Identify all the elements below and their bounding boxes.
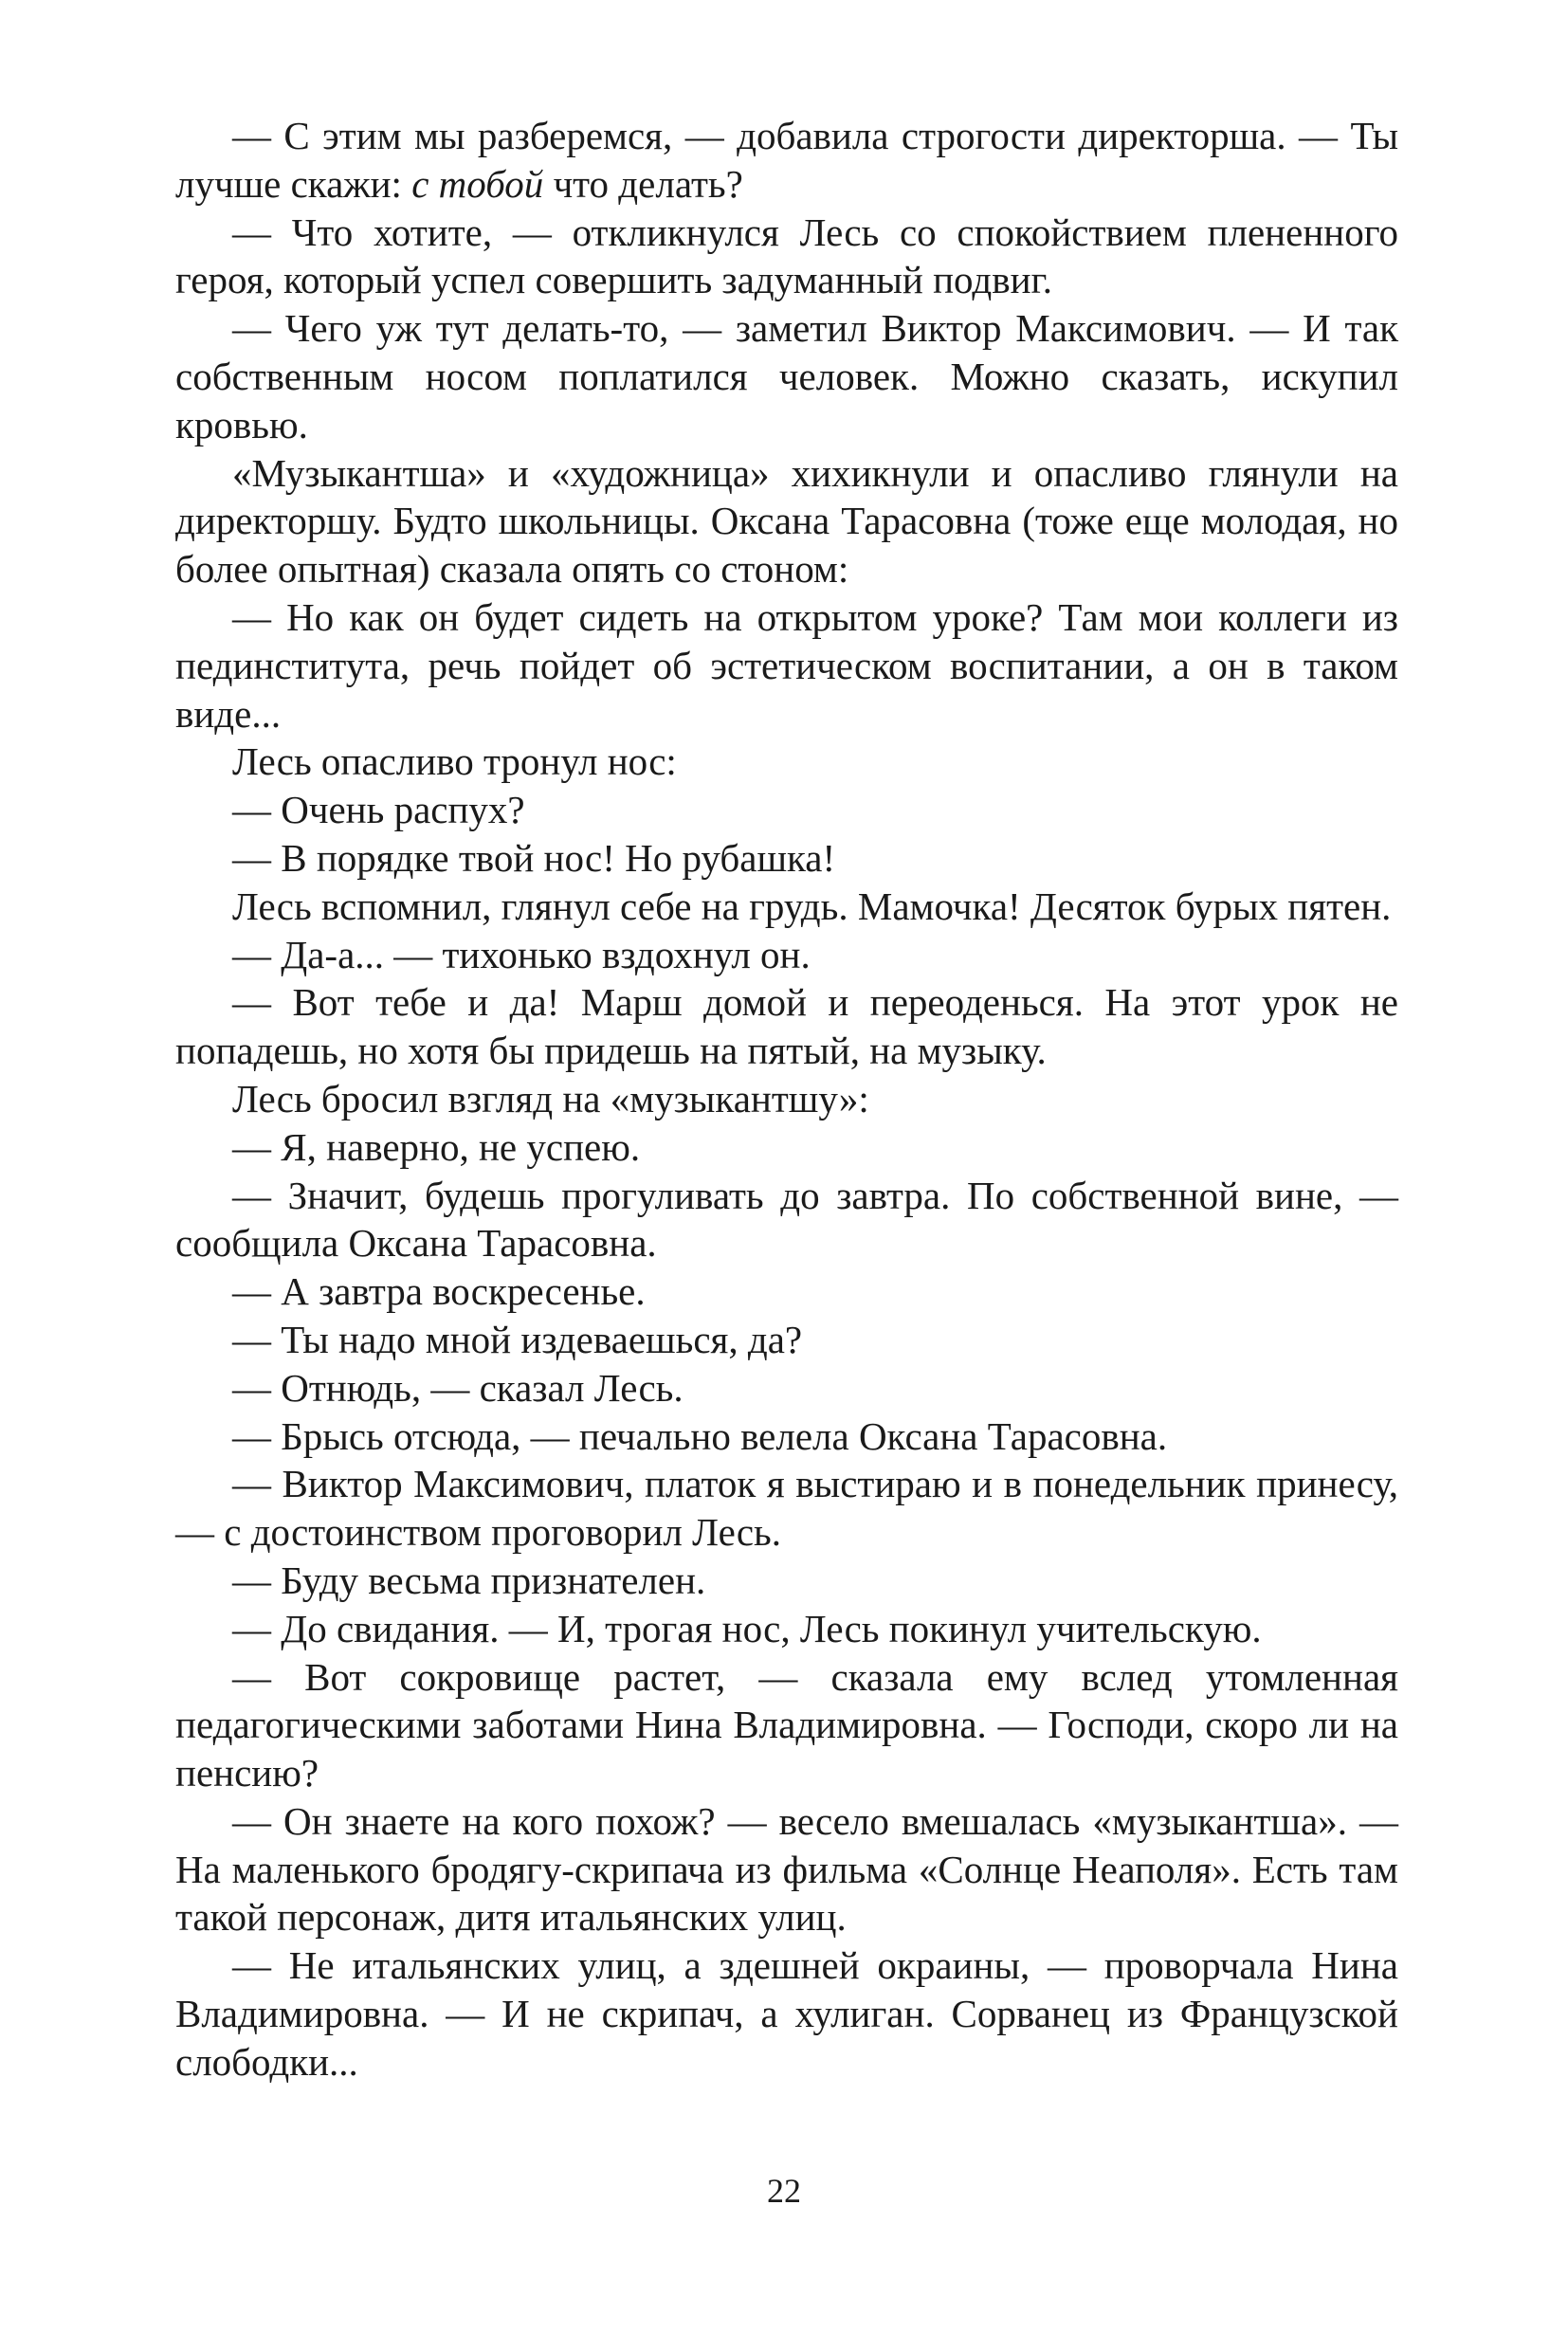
text-run: — Ты надо мной издеваешься, да? xyxy=(232,1317,803,1361)
text-run: Лесь опасливо тронул нос: xyxy=(232,739,677,784)
paragraph xyxy=(175,1123,1398,1172)
body-text xyxy=(175,112,1398,2087)
text-run: — Он знаете на кого похож? — весело вмешалась «музыкантша». — На маленького бродягу-скрипача из фильма «Солнце Неаполя». Есть там такой персонаж, дитя итальянских улиц. xyxy=(175,1798,1398,1940)
paragraph xyxy=(175,978,1398,1075)
text-run: Лесь бросил взгляд на «музыкантшу»: xyxy=(232,1076,869,1121)
paragraph xyxy=(175,1364,1398,1412)
text-run: — До свидания. — И, трогая нос, Лесь покинул учительскую. xyxy=(232,1606,1262,1650)
text-run: — Но как он будет сидеть на открытом уроке? Там мои коллеги из пединститута, речь пойдет об эстетическом воспитании, а он в таком виде... xyxy=(175,594,1398,736)
text-run: — Буду весьма признателен. xyxy=(232,1558,706,1602)
paragraph xyxy=(175,1557,1398,1605)
text-run: — С этим мы разберемся, — добавила строгости директорша. — Ты лучше скажи: xyxy=(175,114,1398,206)
text-run: — Чего уж тут делать-то, — заметил Виктор Максимович. — И так собственным носом поплатился человек. Можно сказать, искупил кровью. xyxy=(175,306,1398,447)
paragraph xyxy=(175,112,1398,209)
page-number: 22 xyxy=(767,2172,801,2210)
paragraph xyxy=(175,1316,1398,1364)
text-run: «Музыкантша» и «художница» хихикнули и опасливо глянули на директоршу. Будто школьницы. Оксана Тарасовна (тоже еще молодая, но более опытная) сказала опять со стоном: xyxy=(175,450,1398,592)
text-run: — А завтра воскресенье. xyxy=(232,1269,646,1314)
text-run: — В порядке твой нос! Но рубашка! xyxy=(232,835,836,880)
text-run: что делать? xyxy=(543,161,743,206)
paragraph xyxy=(175,834,1398,883)
text-run: — Я, наверно, не успею. xyxy=(232,1124,641,1169)
paragraph xyxy=(175,1605,1398,1653)
paragraph xyxy=(175,304,1398,448)
paragraph xyxy=(175,209,1398,305)
text-run: — Значит, будешь прогуливать до завтра. По собственной вине, — сообщила Оксана Тарасовна. xyxy=(175,1173,1398,1266)
text-run: Лесь вспомнил, глянул себе на грудь. Мамочка! Десяток бурых пятен. xyxy=(232,884,1392,928)
text-run: — Виктор Максимович, платок я выстираю и в понедельник принесу, — с достоинством проговорил Лесь. xyxy=(175,1462,1398,1555)
paragraph xyxy=(175,931,1398,979)
paragraph xyxy=(175,1797,1398,1941)
text-run: — Вот тебе и да! Марш домой и переоденься. На этот урок не попадешь, но хотя бы придешь на пятый, на музыку. xyxy=(175,980,1398,1073)
paragraph xyxy=(175,449,1398,593)
paragraph xyxy=(175,883,1398,931)
paragraph xyxy=(175,1172,1398,1268)
text-run: — Брысь отсюда, — печально велела Оксана Тарасовна. xyxy=(232,1413,1168,1458)
paragraph xyxy=(175,1075,1398,1123)
text-run: — Не итальянских улиц, а здешней окраины, — проворчала Нина Владимировна. — И не скрипач, а хулиган. Сорванец из Французской слободки... xyxy=(175,1943,1398,2084)
text-run: — Очень распух? xyxy=(232,788,525,832)
paragraph xyxy=(175,1653,1398,1797)
text-run: — Вот сокровище растет, — сказала ему вслед утомленная педагогическими заботами Нина Владимировна. — Господи, скоро ли на пенсию? xyxy=(175,1654,1398,1795)
italic-text: с тобой xyxy=(411,161,544,206)
text-run: — Что хотите, — откликнулся Лесь со спокойствием плененного героя, который успел совершить задуманный подвиг. xyxy=(175,210,1398,302)
paragraph xyxy=(175,738,1398,786)
paragraph xyxy=(175,1941,1398,2086)
paragraph xyxy=(175,786,1398,834)
paragraph xyxy=(175,1412,1398,1461)
paragraph xyxy=(175,1267,1398,1316)
paragraph xyxy=(175,593,1398,738)
text-run: — Да-а... — тихонько вздохнул он. xyxy=(232,932,811,976)
text-run: — Отнюдь, — сказал Лесь. xyxy=(232,1365,684,1410)
paragraph xyxy=(175,1460,1398,1557)
